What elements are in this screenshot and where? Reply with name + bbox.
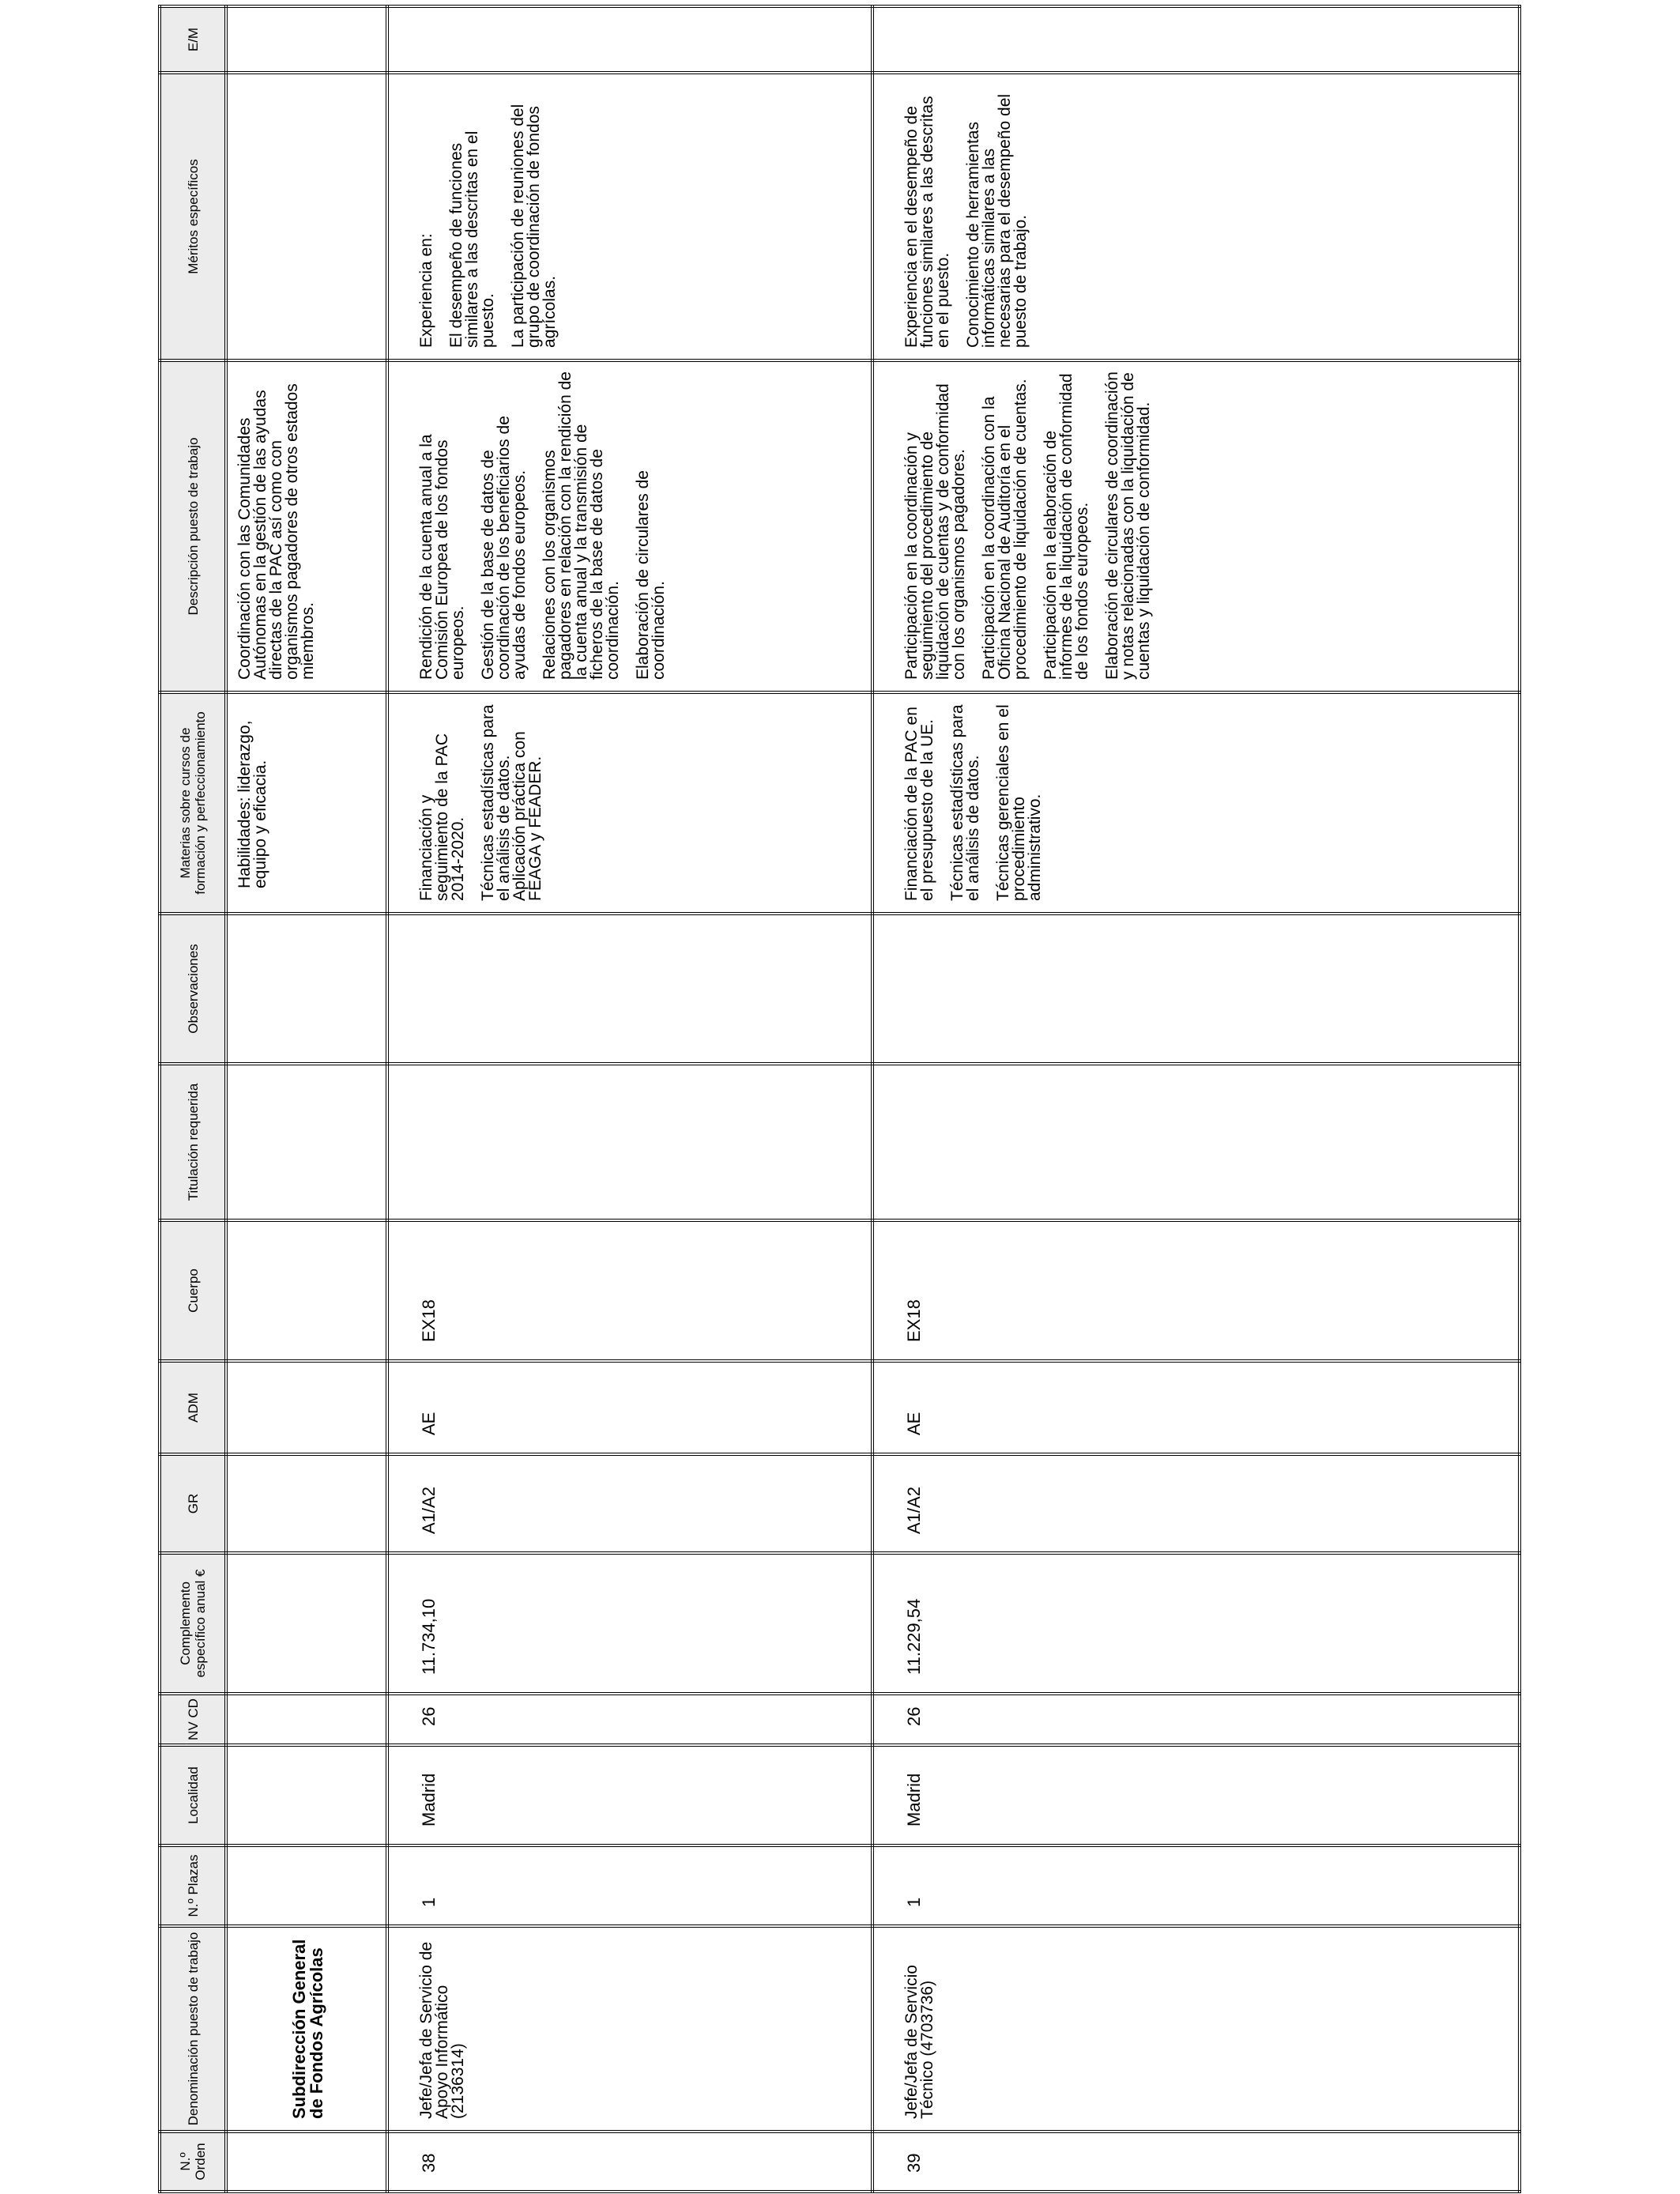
- localidad-value: Madrid: [419, 1773, 439, 1826]
- header-meritos: Méritos específicos: [160, 73, 226, 360]
- observaciones-value: [874, 915, 904, 1062]
- table-row: [872, 6, 1520, 2192]
- header-orden: N.º Orden: [160, 2132, 226, 2192]
- list-item: Relaciones con los organismos pagadores en relación con la rendición de la cuenta anual y la transmisión de ficheros de la base de datos de coordinación.: [541, 371, 622, 680]
- section-title-cell: [226, 1926, 387, 2132]
- plazas-value: 1: [419, 1897, 439, 1907]
- denominacion-value: Jefe/Jefa de Servicio Técnico (4703736): [902, 1965, 936, 2119]
- cell-orden: [226, 2132, 387, 2192]
- plazas-value: 1: [904, 1897, 924, 1907]
- list-item: Financiación de la PAC en el presupuesto de la UE.: [902, 707, 936, 901]
- complemento-value: 11.734,10: [419, 1598, 439, 1675]
- continuation-materias-cell: [226, 692, 387, 914]
- list-item: La participación de reuniones del grupo de coordinación de fondos agrícolas.: [509, 104, 559, 348]
- list-item: Financiación y seguimiento de la PAC 2014-2020.: [417, 733, 467, 901]
- table-row: [387, 6, 872, 2192]
- adm-value: AE: [419, 1412, 439, 1435]
- list-item: Técnicas estadísticas para el análisis de datos.: [948, 704, 982, 901]
- list-item: Gestión de la base de datos de coordinación de los beneficiarios de ayudas de fondos europeos.: [479, 416, 529, 680]
- list-item: Técnicas estadísticas para el análisis de datos. Aplicación práctica con FEAGA y FEADER.: [479, 704, 544, 901]
- header-cuerpo: Cuerpo: [160, 1220, 226, 1361]
- nivel-value: 26: [904, 1706, 924, 1726]
- continuation-descripcion-cell: [226, 360, 387, 692]
- header-titulacion: Titulación requerida: [160, 1064, 226, 1220]
- titulacion-value: [874, 1065, 904, 1219]
- header-plazas: N.º Plazas: [160, 1845, 226, 1926]
- continuation-descripcion: Coordinación con las Comunidades Autónomas en la gestión de las ayudas directas de la PAC así como con organismos pagadores de otros estados miembros.: [235, 383, 317, 680]
- header-localidad: Localidad: [160, 1745, 226, 1845]
- header-complemento: Complemento específico anual €: [160, 1553, 226, 1694]
- meritos-list: [389, 74, 558, 359]
- header-observaciones: Observaciones: [160, 914, 226, 1064]
- list-item: El desempeño de funciones similares a las descritas en el puesto.: [447, 130, 497, 348]
- header-em: E/M: [160, 6, 226, 73]
- complemento-value: 11.229,54: [904, 1598, 924, 1675]
- header-row: [160, 6, 226, 2192]
- nivel-value: 26: [419, 1706, 439, 1726]
- grupo-value: A1/A2: [419, 1487, 439, 1534]
- section-title: Subdirección General de Fondos Agrícolas: [289, 1939, 326, 2119]
- descripcion-list: [389, 362, 667, 691]
- list-item: Participación en la coordinación con la Oficina Nacional de Auditoría en el procedimiento de liquidación de cuentas.: [980, 379, 1030, 680]
- continuation-materias: Habilidades: liderazgo, equipo y eficacia.: [235, 720, 269, 888]
- orden-value: 38: [419, 2153, 439, 2173]
- list-item: Conocimiento de herramientas informáticas similares a las necesarias para el desempeño del puesto de trabajo.: [964, 93, 1030, 348]
- cuerpo-value: EX18: [904, 1299, 924, 1342]
- adm-value: AE: [904, 1412, 924, 1435]
- list-item: Técnicas gerenciales en el procedimiento administrativo.: [994, 704, 1044, 901]
- header-nivel: NV CD: [160, 1694, 226, 1745]
- materias-list: [389, 694, 544, 912]
- list-item: Experiencia en:: [417, 233, 435, 348]
- list-item: Rendición de la cuenta anual a la Comisión Europea de los fondos europeos.: [417, 434, 467, 680]
- localidad-value: Madrid: [904, 1773, 924, 1826]
- section-row: [226, 6, 387, 2192]
- list-item: Participación en la coordinación y seguimiento del procedimiento de liquidación de cuentas y de conformidad con los organismos pagadores.: [902, 383, 968, 680]
- em-value: [874, 8, 904, 71]
- materias-list: [874, 694, 1043, 912]
- cuerpo-value: EX18: [419, 1299, 439, 1342]
- job-positions-table: [158, 5, 1521, 2193]
- orden-value: 39: [904, 2153, 924, 2173]
- header-grupo: GR: [160, 1454, 226, 1553]
- observaciones-value: [389, 915, 419, 1062]
- header-descripcion: Descripción puesto de trabajo: [160, 360, 226, 692]
- em-value: [389, 8, 419, 71]
- grupo-value: A1/A2: [904, 1487, 924, 1534]
- list-item: Elaboración de circulares de coordinación.: [634, 470, 668, 680]
- list-item: Participación en la elaboración de informes de la liquidación de conformidad de los fondos europeos.: [1042, 373, 1091, 680]
- header-denominacion: Denominación puesto de trabajo: [160, 1926, 226, 2132]
- list-item: Elaboración de circulares de coordinación y notas relacionadas con la liquidación de cuentas y liquidación de conformidad.: [1103, 371, 1153, 680]
- titulacion-value: [389, 1065, 419, 1219]
- rotated-page: [158, 8, 1521, 2193]
- header-materias: Materias sobre cursos de formación y perfeccionamiento: [160, 692, 226, 914]
- header-adm: ADM: [160, 1361, 226, 1454]
- meritos-list: [874, 74, 1029, 359]
- list-item: Experiencia en el desempeño de funciones similares a las descritas en el puesto.: [902, 96, 952, 348]
- denominacion-value: Jefe/Jefa de Servicio de Apoyo Informático (2136314): [417, 1941, 467, 2119]
- descripcion-list: [874, 362, 1152, 691]
